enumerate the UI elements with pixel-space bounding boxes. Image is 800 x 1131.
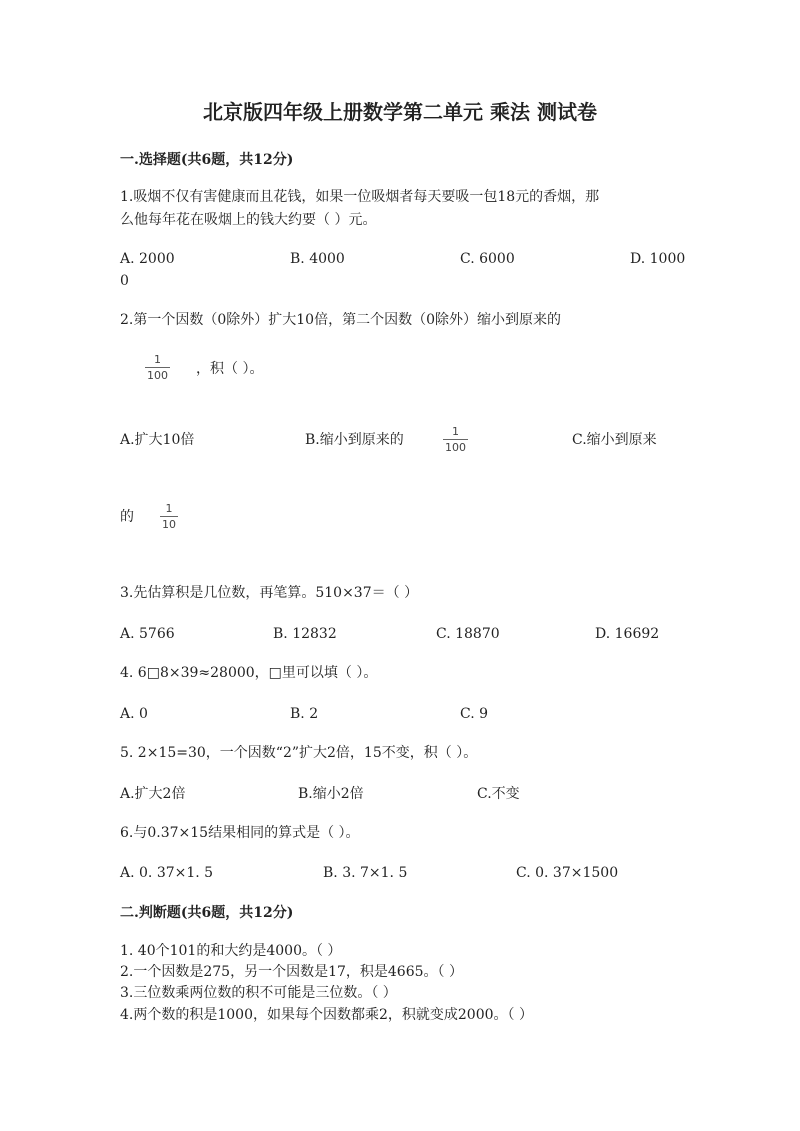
q1-option-d: D. 1000 [630, 251, 686, 267]
q2-option-c: C.缩小到原来 [572, 432, 657, 448]
q2-stem-line1: 2.第一个因数（0除外）扩大10倍，第二个因数（0除外）缩小到原来的 [120, 312, 561, 328]
q2-option-b-fraction [443, 425, 468, 454]
q2-option-a: A.扩大10倍 [120, 432, 195, 448]
q2-fraction-denominator: 100 [147, 369, 168, 382]
q6-stem: 6.与0.37×15结果相同的算式是（ ）。 [120, 825, 360, 841]
fraction-bar [145, 367, 170, 368]
q6-option-a: A. 0. 37×1. 5 [120, 865, 214, 881]
q2-stem-line2: ，积（ ）。 [196, 361, 264, 377]
q3-stem: 3.先估算积是几位数，再笔算。510×37＝（ ） [120, 585, 419, 601]
q2-option-b-denominator: 100 [445, 441, 466, 454]
q4-stem: 4. 6□8×39≈28000，□里可以填（ ）。 [120, 665, 378, 681]
q1-stem-line1: 1.吸烟不仅有害健康而且花钱，如果一位吸烟者每天要吸一包18元的香烟，那 [120, 189, 600, 205]
page-title: 北京版四年级上册数学第二单元 乘法 测试卷 [203, 100, 597, 124]
q3-option-c: C. 18870 [436, 626, 500, 642]
q1-option-d-wrap: 0 [120, 273, 129, 289]
q6-option-b: B. 3. 7×1. 5 [323, 865, 408, 881]
q2-option-c-wrap: 的 [120, 509, 134, 525]
q1-stem-line2: 么他每年花在吸烟上的钱大约要（ ）元。 [120, 212, 377, 228]
q2-option-b-numerator: 1 [452, 425, 459, 438]
judgment-item: 2.一个因数是275，另一个因数是17，积是4665。（ ） [120, 964, 463, 980]
q5-option-b: B.缩小2倍 [298, 786, 364, 802]
fraction-bar [443, 439, 468, 440]
q1-option-a: A. 2000 [120, 251, 175, 267]
q4-option-b: B. 2 [290, 706, 319, 722]
q2-option-c-fraction [160, 502, 178, 531]
judgment-item: 4.两个数的积是1000，如果每个因数都乘2，积就变成2000。（ ） [120, 1007, 533, 1023]
q3-option-b: B. 12832 [273, 626, 337, 642]
q2-option-b: B.缩小到原来的 [305, 432, 404, 448]
q2-fraction-numerator: 1 [154, 353, 161, 366]
section-heading-judgment: 二.判断题(共6题，共12分) [120, 905, 294, 921]
q4-option-a: A. 0 [120, 706, 148, 722]
q3-option-d: D. 16692 [595, 626, 660, 642]
q5-option-a: A.扩大2倍 [120, 786, 186, 802]
q1-option-c: C. 6000 [460, 251, 515, 267]
q2-option-c-numerator: 1 [165, 502, 173, 515]
q5-option-c: C.不变 [477, 786, 520, 802]
q4-option-c: C. 9 [460, 706, 489, 722]
section-heading-choice: 一.选择题(共6题，共12分) [120, 152, 294, 168]
fraction-bar [160, 516, 178, 517]
q2-option-c-denominator: 10 [162, 518, 176, 531]
q1-option-b: B. 4000 [290, 251, 345, 267]
q2-fraction [145, 353, 170, 382]
judgment-item: 1. 40个101的和大约是4000。（ ） [120, 943, 342, 959]
q5-stem: 5. 2×15=30，一个因数“2”扩大2倍，15不变，积（ ）。 [120, 745, 478, 761]
q6-option-c: C. 0. 37×1500 [516, 865, 619, 881]
judgment-item: 3.三位数乘两位数的积不可能是三位数。（ ） [120, 985, 397, 1001]
q3-option-a: A. 5766 [120, 626, 175, 642]
